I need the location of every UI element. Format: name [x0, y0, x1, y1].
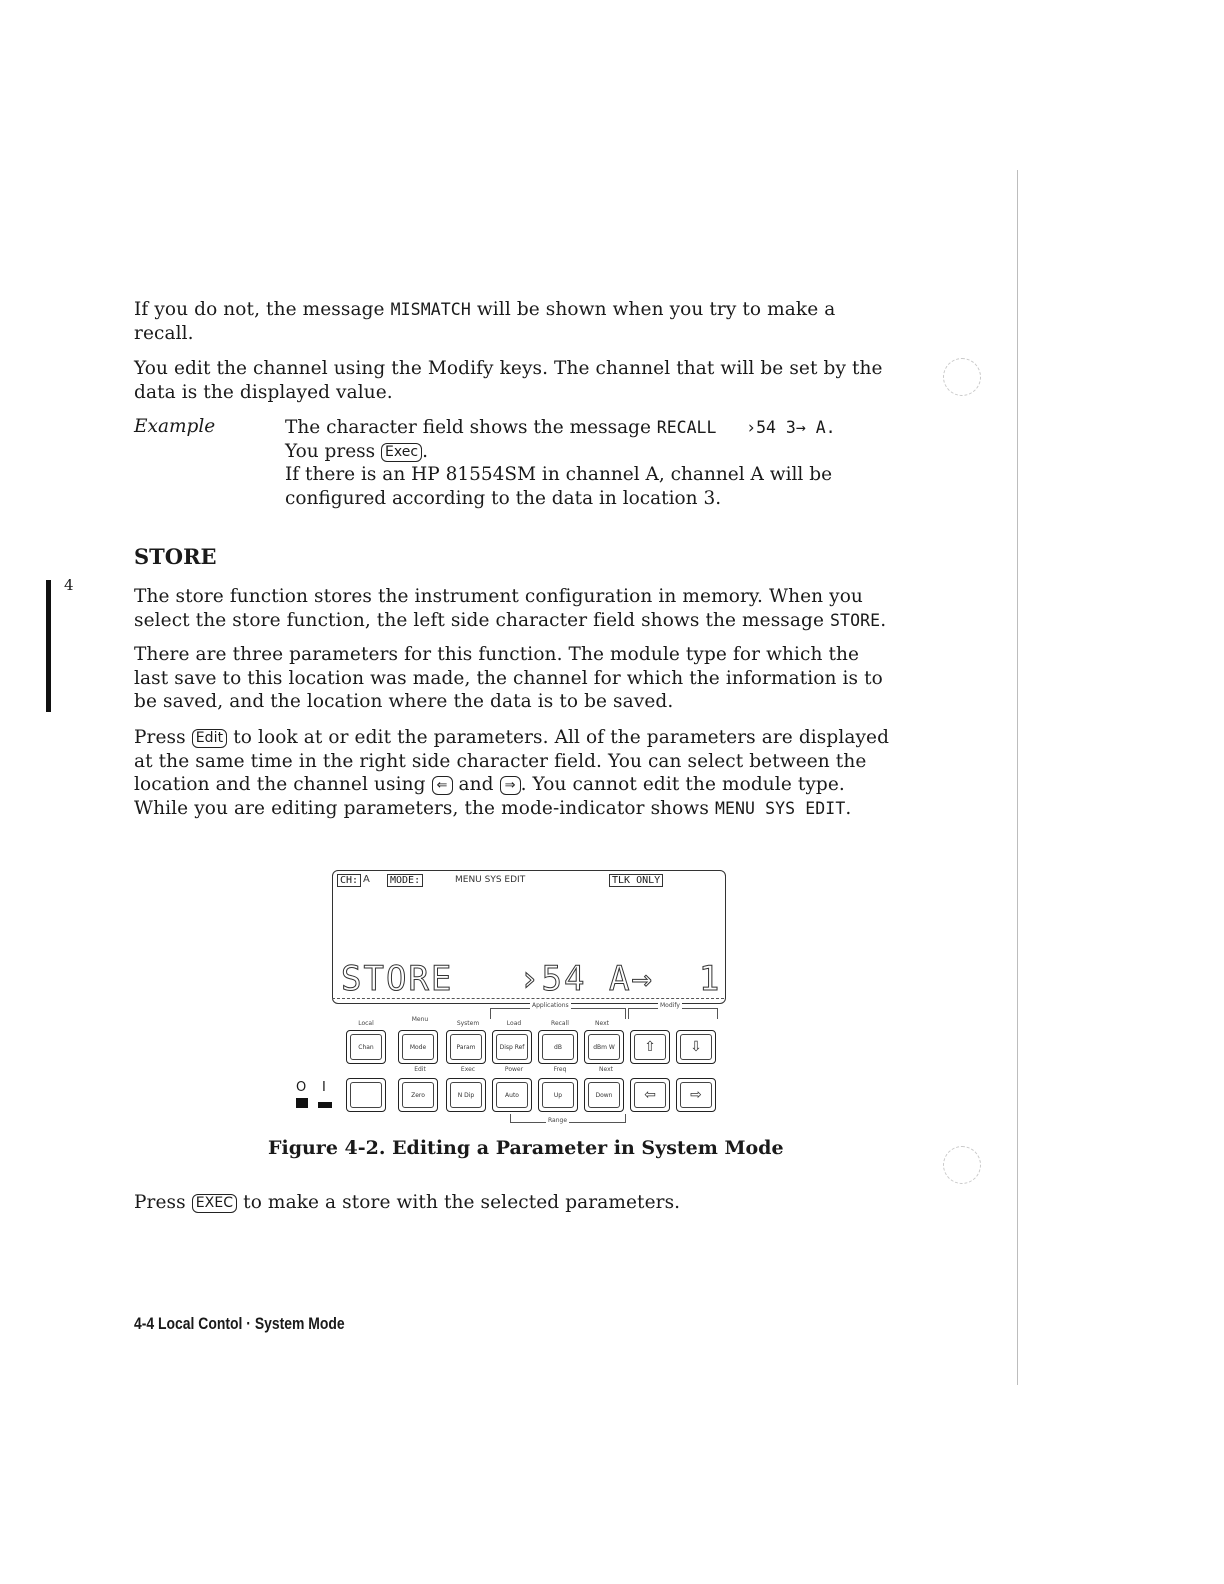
key-label-exec: Exec	[460, 1066, 476, 1073]
modify-bracket	[628, 1008, 718, 1019]
left-arrow-key-panel: ⇦	[630, 1078, 670, 1112]
example-body	[285, 416, 905, 510]
page-footer: 4-4 Local Contol · System Mode	[134, 1314, 345, 1333]
example-line-2: You press Exec .	[285, 440, 428, 462]
power-switch-icon	[318, 1102, 332, 1108]
chapter-tab-bar	[46, 580, 51, 712]
down-key: Down	[584, 1078, 624, 1112]
paragraph-store-function: The store function stores the instrument configuration in memory. When you select the store function, the left side character field shows the message STORE.	[134, 586, 887, 631]
db-key: dB	[538, 1030, 578, 1064]
key-label-menu: Menu	[411, 1016, 429, 1023]
down-arrow-key: ⇩	[676, 1030, 716, 1064]
figure-caption: Figure 4-2. Editing a Parameter in System Mode	[268, 1137, 784, 1159]
channel-tag: CH:	[337, 874, 361, 887]
chan-key: Chan	[346, 1030, 386, 1064]
section-heading: STORE	[134, 544, 217, 569]
display-divider	[332, 998, 724, 999]
page-edge-rule	[1017, 170, 1018, 1385]
disp-ref-key: Disp Ref	[492, 1030, 532, 1064]
dbm-w-key: dBm W	[584, 1030, 624, 1064]
power-switch-icon	[296, 1098, 308, 1108]
key-label-recall: Recall	[551, 1020, 569, 1027]
key-label-freq: Freq	[553, 1066, 567, 1073]
paragraph-exec-store: Press EXEC to make a store with the selected parameters.	[134, 1192, 681, 1213]
paragraph-modify-keys: You edit the channel using the Modify keys. The channel that will be set by the data is the displayed value.	[134, 358, 883, 403]
lcd-channel-field: A→ 1	[609, 959, 722, 999]
up-arrow-key: ⇧	[630, 1030, 670, 1064]
example-line-1: The character field shows the message RECALL ›54 3→ A.	[285, 417, 836, 438]
key-label-system: System	[456, 1020, 480, 1027]
key-label-edit: Edit	[414, 1066, 426, 1073]
key-label-next-2: Next	[599, 1066, 613, 1073]
mode-tag: MODE:	[387, 874, 423, 887]
edit-key: Edit	[192, 729, 228, 748]
modify-label: Modify	[660, 1002, 680, 1009]
channel-value: A	[363, 874, 370, 885]
chapter-number: 4	[64, 576, 74, 594]
exec-key-upper: EXEC	[192, 1194, 237, 1213]
range-label: Range	[548, 1117, 568, 1124]
key-label-next: Next	[595, 1020, 609, 1027]
zero-key: Zero	[398, 1078, 438, 1112]
paragraph-edit: Press Edit to look at or edit the parameters. All of the parameters are displayed at the same time in the right side character field. You can select between the location and the channel using ⇐ and ⇒ . You cannot edit the module type. While you are editing parameters, the mode-indicator shows MENU SYS EDIT.	[134, 727, 890, 819]
right-arrow-key: ⇒	[500, 776, 521, 795]
up-key: Up	[538, 1078, 578, 1112]
lcd-location-field: ›54	[519, 959, 587, 999]
talk-only-tag: TLK ONLY	[609, 874, 663, 887]
paragraph-parameters: There are three parameters for this function. The module type for which the last save to this location was made, the channel for which the information is to be saved, and the location where the data is to be saved.	[134, 644, 883, 712]
n-dip-key: N Dip	[446, 1078, 486, 1112]
blank-key	[346, 1078, 386, 1112]
mode-indicator-text: MENU SYS EDIT	[455, 875, 526, 885]
front-panel-display	[332, 870, 726, 1004]
key-label-power: Power	[504, 1066, 524, 1073]
left-arrow-key: ⇐	[432, 776, 453, 795]
example-label: Example	[134, 416, 216, 437]
binder-hole	[943, 1146, 981, 1184]
mode-key: Mode	[398, 1030, 438, 1064]
exec-key: Exec	[381, 443, 422, 462]
right-arrow-key-panel: ⇨	[676, 1078, 716, 1112]
applications-label: Applications	[532, 1002, 569, 1009]
power-off-label: O	[296, 1080, 307, 1095]
key-label-load: Load	[506, 1020, 522, 1027]
key-label-local: Local	[358, 1020, 374, 1027]
lcd-left-field: STORE	[341, 959, 454, 999]
auto-key: Auto	[492, 1078, 532, 1112]
binder-hole	[943, 358, 981, 396]
applications-bracket	[490, 1008, 626, 1019]
power-on-label: I	[322, 1080, 326, 1095]
param-key: Param	[446, 1030, 486, 1064]
paragraph-mismatch: If you do not, the message MISMATCH will be shown when you try to make a recall.	[134, 299, 836, 344]
example-line-3: If there is an HP 81554SM in channel A, channel A will be configured according to the data in location 3.	[285, 464, 833, 509]
